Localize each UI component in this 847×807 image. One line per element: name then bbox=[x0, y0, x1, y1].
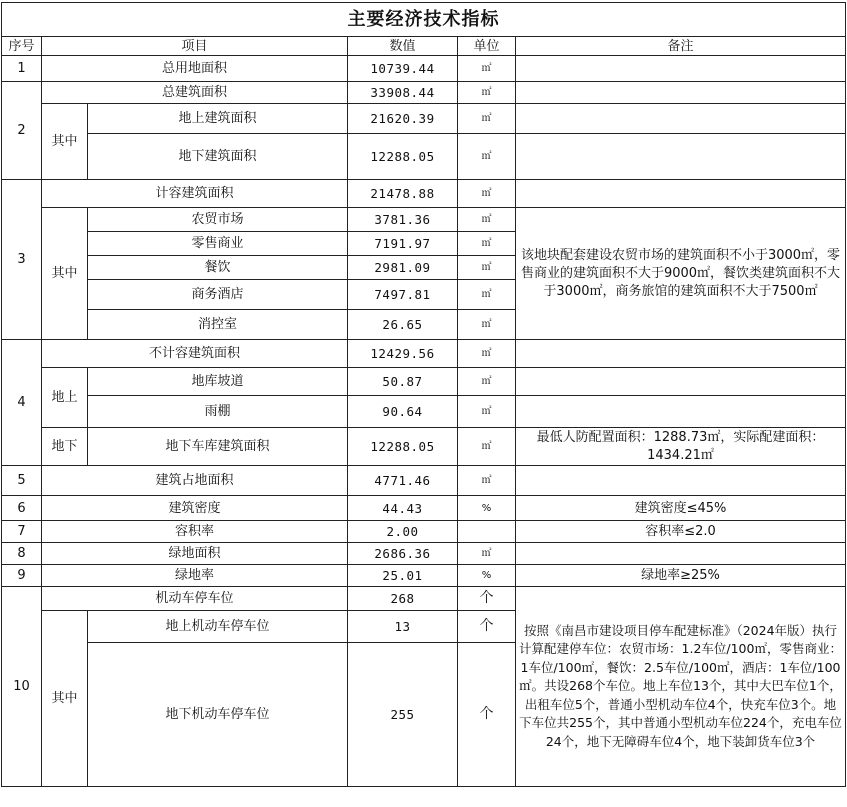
item-cell: 容积率 bbox=[42, 521, 348, 543]
group-label: 其中 bbox=[42, 104, 88, 180]
table-row bbox=[2, 496, 846, 521]
value-cell: 21620.39 bbox=[348, 104, 458, 134]
table-row bbox=[2, 428, 846, 466]
table-row bbox=[2, 368, 846, 396]
value-cell: 33908.44 bbox=[348, 82, 458, 104]
item-cell: 地上建筑面积 bbox=[88, 104, 348, 134]
item-cell: 零售商业 bbox=[88, 232, 348, 256]
remark-cell bbox=[516, 82, 846, 104]
value-cell: 2.00 bbox=[348, 521, 458, 543]
seq-cell: 2 bbox=[2, 82, 42, 180]
table-row bbox=[2, 543, 846, 565]
value-cell: 7191.97 bbox=[348, 232, 458, 256]
header-item: 项目 bbox=[42, 37, 348, 56]
value-cell: 2981.09 bbox=[348, 256, 458, 280]
economic-indicators-table bbox=[1, 2, 846, 787]
unit-cell: ㎡ bbox=[458, 368, 516, 396]
item-cell: 地上机动车停车位 bbox=[88, 611, 348, 643]
table-row bbox=[2, 134, 846, 180]
item-cell: 计容建筑面积 bbox=[42, 180, 348, 208]
remark-cell: 按照《南昌市建设项目停车配建标准》（2024年版）执行计算配建停车位：农贸市场：1.2车位/100㎡，零售商业：1车位/100㎡，餐饮：2.5车位/100㎡，酒店：1车位/100㎡。共设268个车位。地上车位13个，其中大巴车位1个，出租车位5个，普通小型机动车位4个，快充车位3个。地下车位共255个，其中普通小型机动车位224个，充电车位24个，地下无障碍车位4个，地下装卸货车位3个 bbox=[516, 587, 846, 787]
header-row bbox=[2, 37, 846, 56]
item-cell: 不计容建筑面积 bbox=[42, 340, 348, 368]
table-row bbox=[2, 104, 846, 134]
value-cell: 12288.05 bbox=[348, 428, 458, 466]
value-cell: 255 bbox=[348, 643, 458, 787]
remark-cell bbox=[516, 543, 846, 565]
table-row bbox=[2, 208, 846, 232]
value-cell: 25.01 bbox=[348, 565, 458, 587]
remark-cell bbox=[516, 466, 846, 496]
item-cell: 建筑占地面积 bbox=[42, 466, 348, 496]
table-title: 主要经济技术指标 bbox=[2, 3, 846, 37]
seq-cell: 5 bbox=[2, 466, 42, 496]
remark-cell bbox=[516, 396, 846, 428]
remark-cell bbox=[516, 56, 846, 82]
item-cell: 雨棚 bbox=[88, 396, 348, 428]
group-label: 其中 bbox=[42, 611, 88, 787]
value-cell: 10739.44 bbox=[348, 56, 458, 82]
seq-cell: 6 bbox=[2, 496, 42, 521]
table-row bbox=[2, 396, 846, 428]
item-cell: 地下机动车停车位 bbox=[88, 643, 348, 787]
item-cell: 建筑密度 bbox=[42, 496, 348, 521]
item-cell: 机动车停车位 bbox=[42, 587, 348, 611]
table-row bbox=[2, 56, 846, 82]
table-row bbox=[2, 587, 846, 611]
item-cell: 消控室 bbox=[88, 310, 348, 340]
unit-cell: ㎡ bbox=[458, 56, 516, 82]
value-cell: 12429.56 bbox=[348, 340, 458, 368]
value-cell: 21478.88 bbox=[348, 180, 458, 208]
unit-cell: ㎡ bbox=[458, 180, 516, 208]
item-cell: 地下车库建筑面积 bbox=[88, 428, 348, 466]
unit-cell: % bbox=[458, 565, 516, 587]
table-row bbox=[2, 340, 846, 368]
item-cell: 地下建筑面积 bbox=[88, 134, 348, 180]
remark-cell bbox=[516, 180, 846, 208]
seq-cell: 8 bbox=[2, 543, 42, 565]
value-cell: 90.64 bbox=[348, 396, 458, 428]
unit-cell: ㎡ bbox=[458, 396, 516, 428]
remark-cell bbox=[516, 368, 846, 396]
seq-cell: 3 bbox=[2, 180, 42, 340]
seq-cell: 9 bbox=[2, 565, 42, 587]
table-row bbox=[2, 565, 846, 587]
table-row bbox=[2, 180, 846, 208]
value-cell: 12288.05 bbox=[348, 134, 458, 180]
unit-cell: ㎡ bbox=[458, 466, 516, 496]
item-cell: 总用地面积 bbox=[42, 56, 348, 82]
unit-cell: ㎡ bbox=[458, 82, 516, 104]
unit-cell: % bbox=[458, 496, 516, 521]
unit-cell: ㎡ bbox=[458, 310, 516, 340]
group-label: 地上 bbox=[42, 368, 88, 428]
item-cell: 餐饮 bbox=[88, 256, 348, 280]
item-cell: 绿地率 bbox=[42, 565, 348, 587]
unit-cell: 个 bbox=[458, 611, 516, 643]
unit-cell: ㎡ bbox=[458, 543, 516, 565]
remark-cell: 该地块配套建设农贸市场的建筑面积不小于3000㎡，零售商业的建筑面积不大于9000㎡，餐饮类建筑面积不大于3000㎡，商务旅馆的建筑面积不大于7500㎡ bbox=[516, 208, 846, 340]
unit-cell: ㎡ bbox=[458, 428, 516, 466]
value-cell: 2686.36 bbox=[348, 543, 458, 565]
item-cell: 绿地面积 bbox=[42, 543, 348, 565]
value-cell: 7497.81 bbox=[348, 280, 458, 310]
unit-cell: 个 bbox=[458, 587, 516, 611]
seq-cell: 1 bbox=[2, 56, 42, 82]
unit-cell: 个 bbox=[458, 643, 516, 787]
value-cell: 50.87 bbox=[348, 368, 458, 396]
item-cell: 总建筑面积 bbox=[42, 82, 348, 104]
remark-cell bbox=[516, 104, 846, 134]
header-unit: 单位 bbox=[458, 37, 516, 56]
unit-cell: ㎡ bbox=[458, 134, 516, 180]
unit-cell: ㎡ bbox=[458, 208, 516, 232]
value-cell: 4771.46 bbox=[348, 466, 458, 496]
header-seq: 序号 bbox=[2, 37, 42, 56]
remark-cell bbox=[516, 134, 846, 180]
unit-cell: ㎡ bbox=[458, 340, 516, 368]
unit-cell: ㎡ bbox=[458, 104, 516, 134]
remark-cell: 容积率≤2.0 bbox=[516, 521, 846, 543]
unit-cell: ㎡ bbox=[458, 256, 516, 280]
remark-cell: 最低人防配置面积：1288.73㎡，实际配建面积：1434.21㎡ bbox=[516, 428, 846, 466]
table-row bbox=[2, 466, 846, 496]
seq-cell: 10 bbox=[2, 587, 42, 787]
remark-cell: 建筑密度≤45% bbox=[516, 496, 846, 521]
seq-cell: 7 bbox=[2, 521, 42, 543]
table-row bbox=[2, 82, 846, 104]
unit-cell bbox=[458, 521, 516, 543]
unit-cell: ㎡ bbox=[458, 280, 516, 310]
header-remark: 备注 bbox=[516, 37, 846, 56]
unit-cell: ㎡ bbox=[458, 232, 516, 256]
value-cell: 268 bbox=[348, 587, 458, 611]
item-cell: 商务酒店 bbox=[88, 280, 348, 310]
item-cell: 农贸市场 bbox=[88, 208, 348, 232]
group-label: 其中 bbox=[42, 208, 88, 340]
table-row bbox=[2, 521, 846, 543]
group-label: 地下 bbox=[42, 428, 88, 466]
item-cell: 地库坡道 bbox=[88, 368, 348, 396]
value-cell: 3781.36 bbox=[348, 208, 458, 232]
remark-cell: 绿地率≥25% bbox=[516, 565, 846, 587]
value-cell: 26.65 bbox=[348, 310, 458, 340]
header-value: 数值 bbox=[348, 37, 458, 56]
value-cell: 13 bbox=[348, 611, 458, 643]
seq-cell: 4 bbox=[2, 340, 42, 466]
remark-cell bbox=[516, 340, 846, 368]
value-cell: 44.43 bbox=[348, 496, 458, 521]
